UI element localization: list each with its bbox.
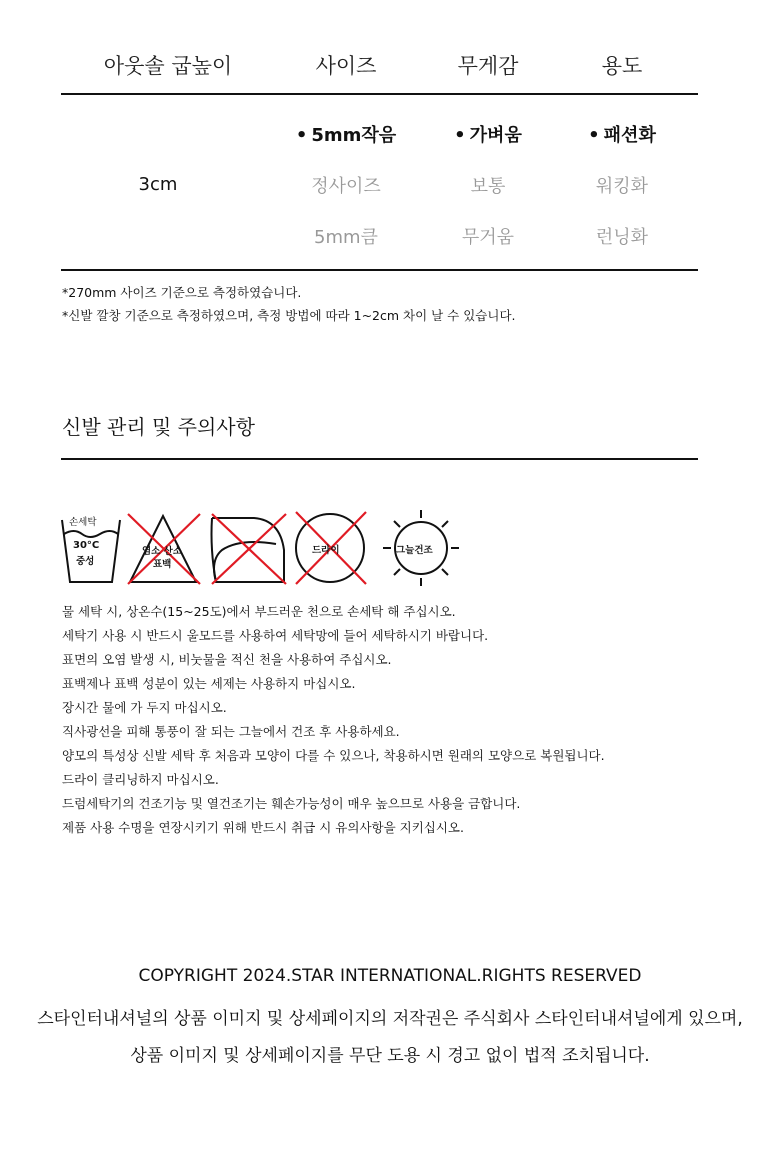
spec-option-usage	[532, 172, 712, 198]
care-instruction: 표백제나 표백 성분이 있는 세제는 사용하지 마십시오.	[62, 676, 356, 691]
handwash-label: 손세탁	[69, 517, 97, 528]
bleach-label-2: 표백	[153, 559, 172, 570]
spec-option-label: 워킹화	[595, 176, 649, 197]
table-note-2: *신발 깔창 기준으로 측정하였으며, 측정 방법에 따라 1~2cm 차이 날 수 있습니다.	[62, 308, 516, 323]
spec-option-label: 5mm큼	[314, 227, 378, 248]
copyright-line: COPYRIGHT 2024.STAR INTERNATIONAL.RIGHTS RESERVED	[138, 966, 642, 986]
no-ironing-icon	[212, 514, 287, 584]
spec-option-label: 무거움	[461, 227, 515, 248]
header-usage: 용도	[601, 54, 643, 78]
copyright-notice-1: 스타인터내셔널의 상품 이미지 및 상세페이지의 저작권은 주식회사 스타인터내셔널에게 있으며,	[37, 1009, 743, 1029]
heel-height-value: 3cm	[138, 174, 178, 195]
header-weight: 무게감	[457, 54, 519, 78]
selected-bullet: •	[295, 125, 308, 146]
care-instruction: 직사광선을 피해 통풍이 잘 되는 그늘에서 건조 후 사용하세요.	[62, 724, 400, 739]
copyright-notice-2: 상품 이미지 및 상세페이지를 무단 도용 시 경고 없이 법적 조치됩니다.	[130, 1046, 650, 1066]
spec-option-usage	[532, 121, 712, 147]
shade-dry-label: 그늘건조	[396, 545, 433, 556]
dryclean-label: 드라이	[312, 545, 340, 556]
handwash-temp: 30°C	[73, 540, 100, 551]
care-title: 신발 관리 및 주의사항	[62, 415, 255, 439]
table-top-rule	[61, 93, 698, 95]
care-instruction: 드럼세탁기의 건조기능 및 열건조기는 훼손가능성이 매우 높으므로 사용을 금합니다.	[62, 796, 521, 811]
handwash-type: 중성	[76, 556, 95, 567]
header-heel-height: 아웃솔 굽높이	[103, 54, 233, 78]
handwash-icon	[62, 520, 120, 582]
spec-option-label: 가벼움	[469, 125, 522, 146]
care-instruction: 표면의 오염 발생 시, 비눗물을 적신 천을 사용하여 주십시오.	[62, 652, 392, 667]
header-size: 사이즈	[315, 54, 377, 78]
spec-option-label: 보통	[470, 176, 506, 197]
selected-bullet: •	[454, 125, 466, 146]
care-instruction: 양모의 특성상 신발 세탁 후 처음과 모양이 다를 수 있으나, 착용하시면 원래의 모양으로 복원됩니다.	[62, 748, 605, 763]
table-note-1: *270mm 사이즈 기준으로 측정하였습니다.	[62, 285, 302, 300]
spec-option-label: 5mm작음	[311, 125, 397, 146]
care-instruction: 물 세탁 시, 상온수(15~25도)에서 부드러운 천으로 손세탁 해 주십시오.	[62, 604, 456, 619]
spec-option-label: 정사이즈	[311, 176, 381, 197]
care-title-rule	[61, 458, 698, 460]
spec-option-label: 런닝화	[595, 227, 649, 248]
table-bottom-rule	[61, 269, 698, 271]
care-instruction: 드라이 클리닝하지 마십시오.	[62, 772, 219, 787]
care-icons	[60, 510, 480, 590]
spec-option-label: 패션화	[603, 125, 656, 146]
spec-option-usage	[532, 223, 712, 249]
care-instruction: 제품 사용 수명을 연장시키기 위해 반드시 취급 시 유의사항을 지키십시오.	[62, 820, 464, 835]
selected-bullet: •	[588, 125, 600, 146]
care-instruction: 세탁기 사용 시 반드시 울모드를 사용하여 세탁망에 들어 세탁하시기 바랍니다.	[62, 628, 489, 643]
care-instruction: 장시간 물에 가 두지 마십시오.	[62, 700, 227, 715]
bleach-label: 염소 산소	[142, 546, 183, 557]
